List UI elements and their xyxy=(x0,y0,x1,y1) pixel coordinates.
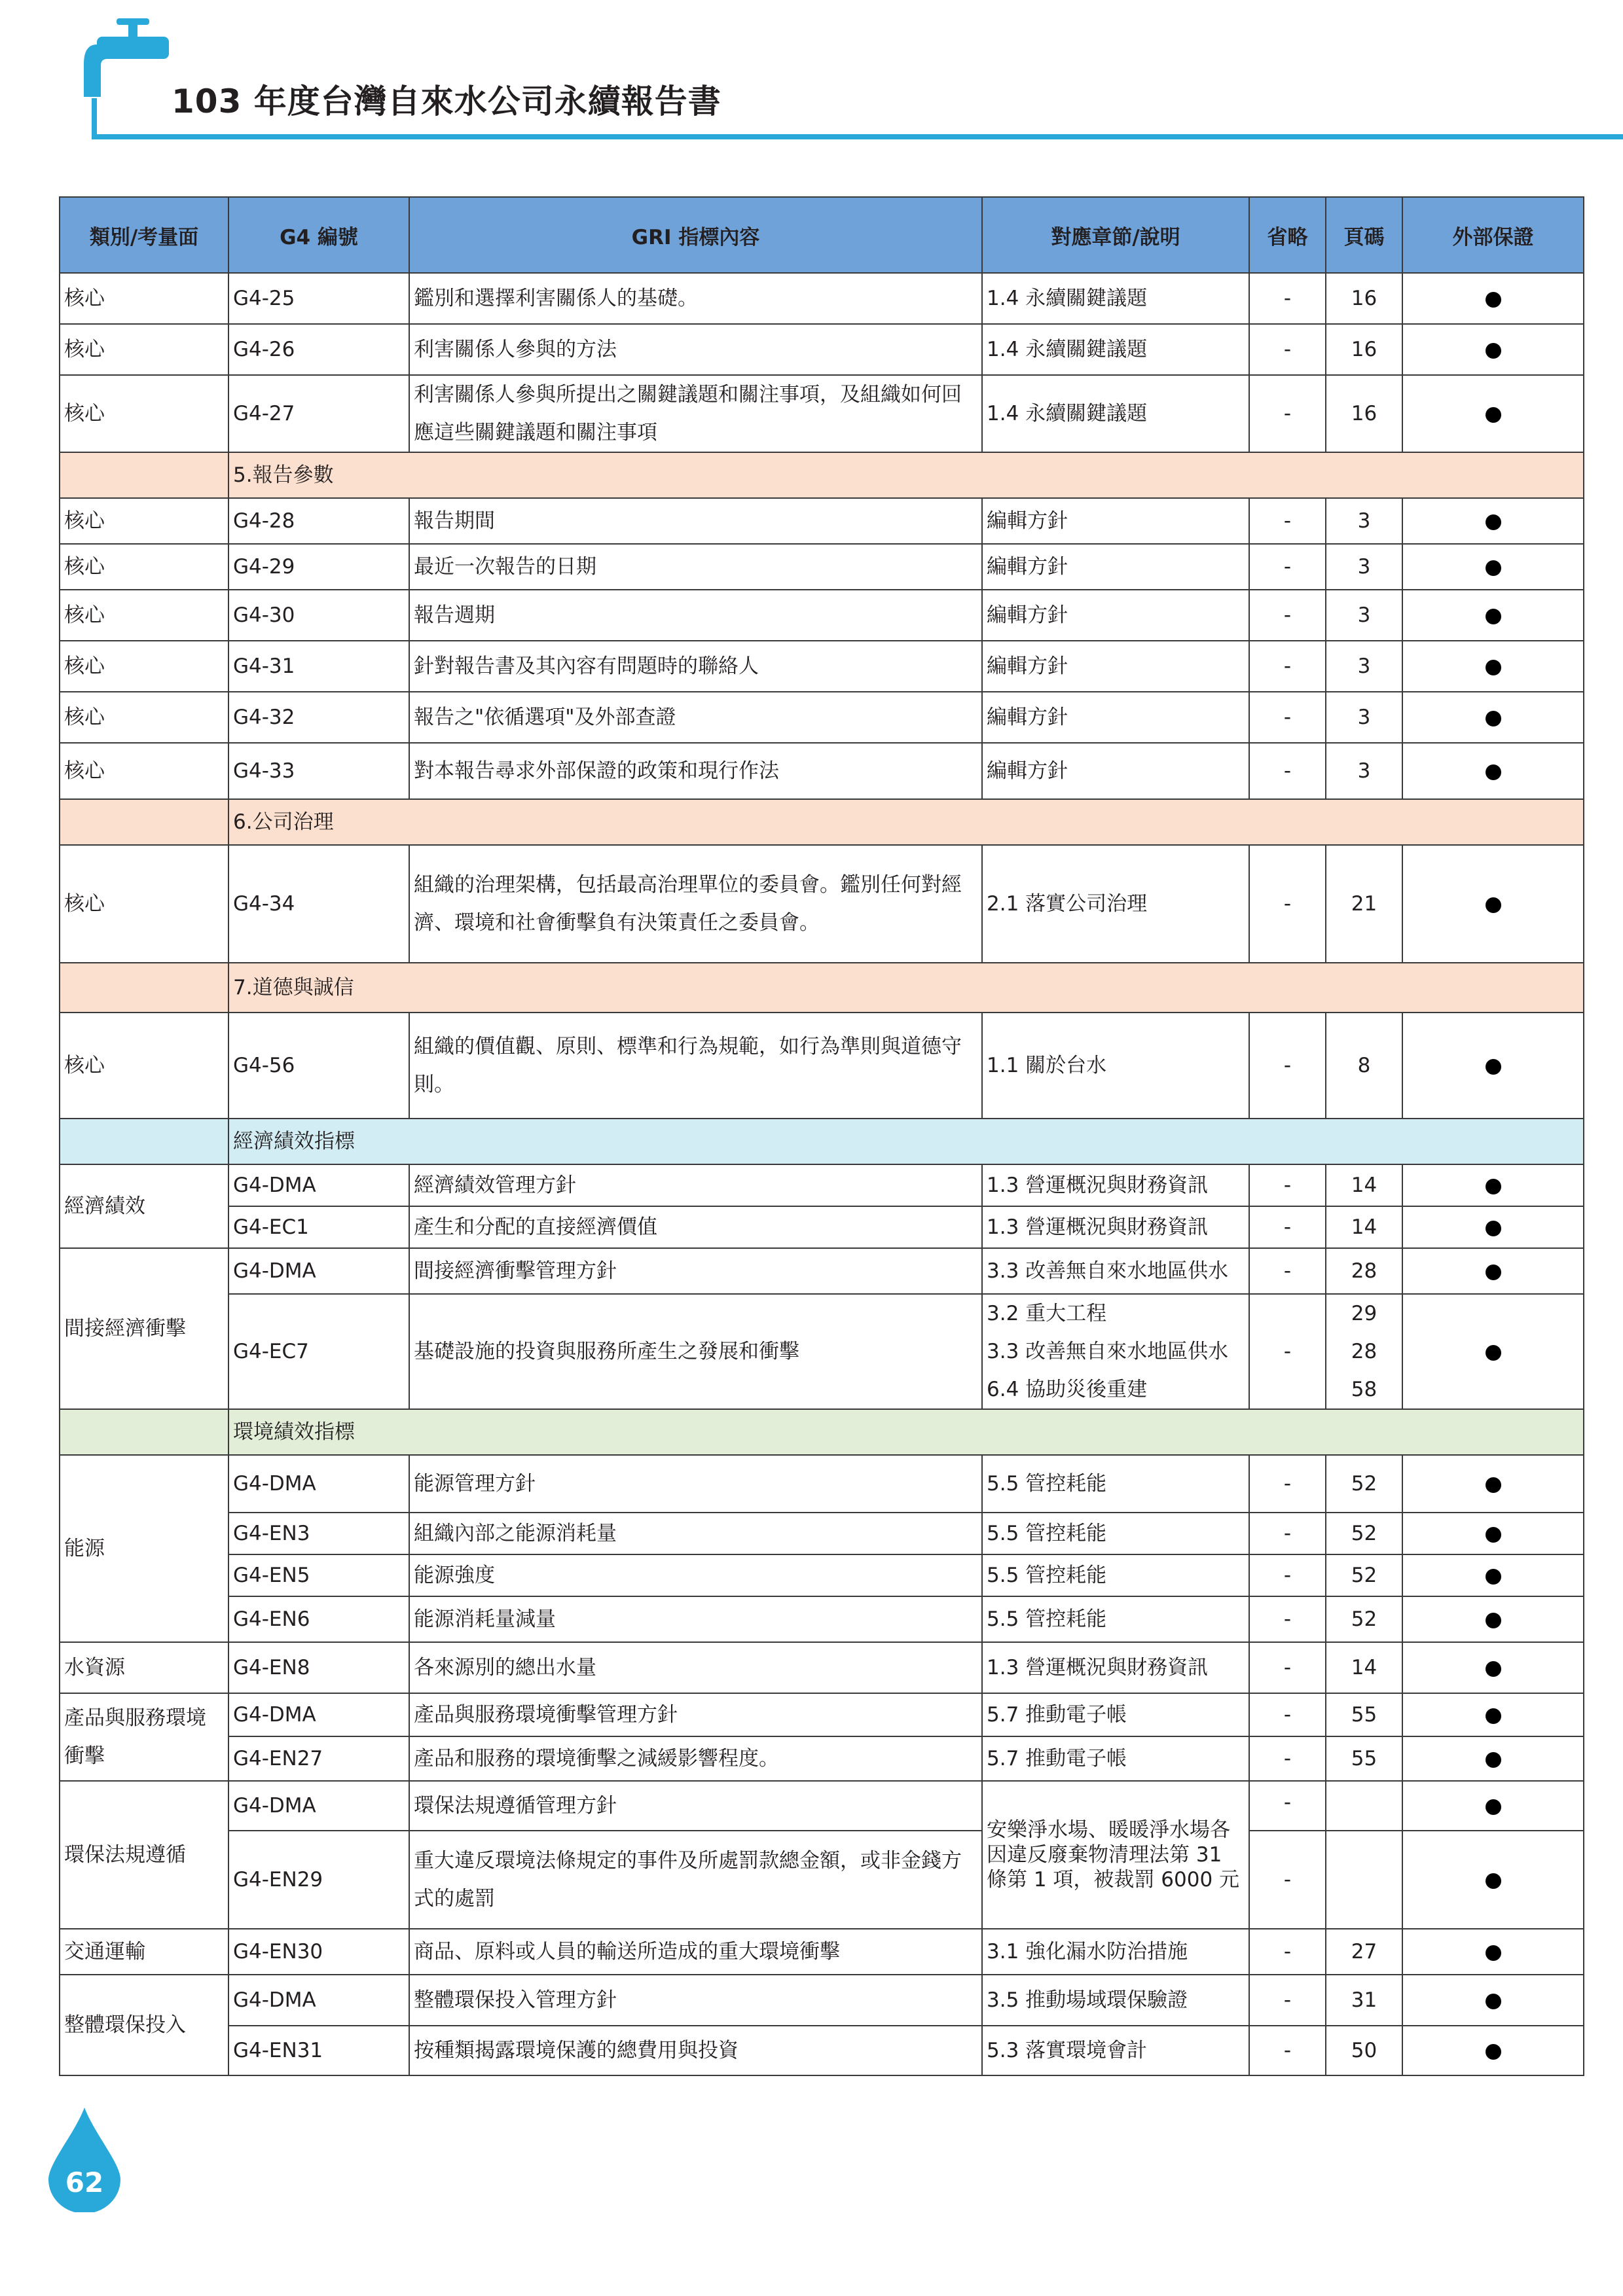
page-cell: 8 xyxy=(1326,1013,1402,1119)
table-row xyxy=(60,1642,1584,1693)
page-cell: 52 xyxy=(1326,1455,1402,1513)
content-cell: 產品和服務的環境衝擊之減緩影響程度。 xyxy=(409,1736,982,1781)
assured-dot-icon xyxy=(1486,292,1501,308)
table-row xyxy=(60,641,1584,692)
omit-cell: - xyxy=(1249,1736,1326,1781)
assurance-cell xyxy=(1402,375,1584,452)
assurance-cell xyxy=(1402,1781,1584,1831)
assurance-cell xyxy=(1402,1206,1584,1248)
assurance-cell xyxy=(1402,590,1584,641)
page-cell: 21 xyxy=(1326,845,1402,963)
code-cell: G4-56 xyxy=(228,1013,409,1119)
code-cell: G4-DMA xyxy=(228,1164,409,1206)
category-cell: 核心 xyxy=(60,324,228,375)
table-row xyxy=(60,590,1584,641)
assurance-cell xyxy=(1402,692,1584,743)
assured-dot-icon xyxy=(1486,343,1501,359)
page-cell: 28 xyxy=(1326,1248,1402,1294)
content-cell: 能源消耗量減量 xyxy=(409,1596,982,1642)
chapter-cell: 1.4 永續關鍵議題 xyxy=(982,324,1249,375)
chapter-cell: 1.3 營運概況與財務資訊 xyxy=(982,1642,1249,1693)
assured-dot-icon xyxy=(1486,1613,1501,1628)
assured-dot-icon xyxy=(1486,1059,1501,1075)
code-cell: G4-34 xyxy=(228,845,409,963)
category-cell: 核心 xyxy=(60,590,228,641)
chapter-cell: 1.3 營運概況與財務資訊 xyxy=(982,1164,1249,1206)
code-cell: G4-EN8 xyxy=(228,1642,409,1693)
assurance-cell xyxy=(1402,1642,1584,1693)
assurance-cell xyxy=(1402,1455,1584,1513)
content-cell: 對本報告尋求外部保證的政策和現行作法 xyxy=(409,743,982,799)
section-label: 環境績效指標 xyxy=(228,1409,1584,1455)
page-cell: 16 xyxy=(1326,324,1402,375)
chapter-cell: 1.1 關於台水 xyxy=(982,1013,1249,1119)
code-cell: G4-EN31 xyxy=(228,2026,409,2075)
page-cell: 52 xyxy=(1326,1596,1402,1642)
assurance-cell xyxy=(1402,1248,1584,1294)
page-cell: 55 xyxy=(1326,1693,1402,1736)
content-cell: 針對報告書及其內容有問題時的聯絡人 xyxy=(409,641,982,692)
code-cell: G4-EN27 xyxy=(228,1736,409,1781)
omit-cell: - xyxy=(1249,1206,1326,1248)
omit-cell: - xyxy=(1249,1596,1326,1642)
content-cell: 最近一次報告的日期 xyxy=(409,544,982,590)
chapter-cell: 3.1 強化漏水防治措施 xyxy=(982,1929,1249,1975)
omit-cell: - xyxy=(1249,641,1326,692)
assurance-cell xyxy=(1402,1929,1584,1975)
code-cell: G4-DMA xyxy=(228,1975,409,2026)
section-blank-cell xyxy=(60,799,228,845)
table-row xyxy=(60,544,1584,590)
chapter-cell: 1.4 永續關鍵議題 xyxy=(982,375,1249,452)
omit-cell: - xyxy=(1249,1455,1326,1513)
section-label: 6.公司治理 xyxy=(228,799,1584,845)
code-cell: G4-DMA xyxy=(228,1693,409,1736)
code-cell: G4-31 xyxy=(228,641,409,692)
content-cell: 能源管理方針 xyxy=(409,1455,982,1513)
content-cell: 報告週期 xyxy=(409,590,982,641)
assured-dot-icon xyxy=(1486,660,1501,675)
table-row xyxy=(60,1513,1584,1554)
assurance-cell xyxy=(1402,1294,1584,1409)
code-cell: G4-32 xyxy=(228,692,409,743)
code-cell: G4-DMA xyxy=(228,1781,409,1831)
content-cell: 能源強度 xyxy=(409,1554,982,1596)
category-cell: 核心 xyxy=(60,273,228,324)
table-row xyxy=(60,1975,1584,2026)
page-line: 28 xyxy=(1351,1340,1377,1363)
omit-cell: - xyxy=(1249,1294,1326,1409)
chapter-cell: 編輯方針 xyxy=(982,590,1249,641)
page-cell: 27 xyxy=(1326,1929,1402,1975)
chapter-cell: 5.5 管控耗能 xyxy=(982,1554,1249,1596)
table-row xyxy=(60,692,1584,743)
code-cell: G4-33 xyxy=(228,743,409,799)
assured-dot-icon xyxy=(1486,1265,1501,1280)
code-cell: G4-30 xyxy=(228,590,409,641)
column-header: 對應章節/說明 xyxy=(982,197,1249,273)
assurance-cell xyxy=(1402,1513,1584,1554)
omit-cell: - xyxy=(1249,1164,1326,1206)
content-cell: 利害關係人參與的方法 xyxy=(409,324,982,375)
chapter-cell: 編輯方針 xyxy=(982,743,1249,799)
page-cell: 14 xyxy=(1326,1642,1402,1693)
section-row xyxy=(60,452,1584,498)
page-cell: 3 xyxy=(1326,692,1402,743)
code-cell: G4-27 xyxy=(228,375,409,452)
omit-cell: - xyxy=(1249,845,1326,963)
assurance-cell xyxy=(1402,324,1584,375)
page-cell: 14 xyxy=(1326,1206,1402,1248)
content-cell: 商品、原料或人員的輸送所造成的重大環境衝擊 xyxy=(409,1929,982,1975)
code-cell: G4-EN30 xyxy=(228,1929,409,1975)
column-header: GRI 指標內容 xyxy=(409,197,982,273)
category-cell: 核心 xyxy=(60,743,228,799)
content-cell: 報告期間 xyxy=(409,498,982,544)
content-cell: 按種類揭露環境保護的總費用與投資 xyxy=(409,2026,982,2075)
section-label: 經濟績效指標 xyxy=(228,1119,1584,1164)
assured-dot-icon xyxy=(1486,1477,1501,1493)
table-row xyxy=(60,1294,1584,1409)
assurance-cell xyxy=(1402,1975,1584,2026)
table-row xyxy=(60,1013,1584,1119)
table-row xyxy=(60,375,1584,452)
category-cell: 間接經濟衝擊 xyxy=(60,1248,228,1409)
page-cell xyxy=(1326,1831,1402,1929)
column-header: 類別/考量面 xyxy=(60,197,228,273)
assured-dot-icon xyxy=(1486,1345,1501,1361)
column-header: G4 編號 xyxy=(228,197,409,273)
code-cell: G4-EC7 xyxy=(228,1294,409,1409)
table-row xyxy=(60,1164,1584,1206)
category-cell: 經濟績效 xyxy=(60,1164,228,1248)
document-title: 103 年度台灣自來水公司永續報告書 xyxy=(172,82,721,120)
code-cell: G4-EN3 xyxy=(228,1513,409,1554)
assured-dot-icon xyxy=(1486,764,1501,780)
chapter-cell: 3.5 推動場域環保驗證 xyxy=(982,1975,1249,2026)
page-cell: 3 xyxy=(1326,743,1402,799)
section-blank-cell xyxy=(60,1409,228,1455)
assurance-cell xyxy=(1402,845,1584,963)
chapter-cell: 2.1 落實公司治理 xyxy=(982,845,1249,963)
assured-dot-icon xyxy=(1486,1569,1501,1585)
table-row xyxy=(60,324,1584,375)
category-cell: 能源 xyxy=(60,1455,228,1642)
category-cell: 環保法規遵循 xyxy=(60,1781,228,1929)
page-cell: 14 xyxy=(1326,1164,1402,1206)
section-blank-cell xyxy=(60,452,228,498)
content-cell: 組織的價值觀、原則、標準和行為規範，如行為準則與道德守則。 xyxy=(409,1013,982,1119)
omit-cell: - xyxy=(1249,590,1326,641)
assured-dot-icon xyxy=(1486,1994,1501,2009)
chapter-cell: 編輯方針 xyxy=(982,498,1249,544)
assured-dot-icon xyxy=(1486,609,1501,624)
chapter-cell: 5.5 管控耗能 xyxy=(982,1596,1249,1642)
omit-cell: - xyxy=(1249,375,1326,452)
chapter-line: 6.4 協助災後重建 xyxy=(987,1378,1148,1401)
omit-cell: - xyxy=(1249,544,1326,590)
assured-dot-icon xyxy=(1486,1873,1501,1889)
assurance-cell xyxy=(1402,498,1584,544)
content-cell: 報告之"依循選項"及外部查證 xyxy=(409,692,982,743)
page-line: 58 xyxy=(1351,1378,1377,1401)
table-row xyxy=(60,1455,1584,1513)
gri-index-table xyxy=(59,196,1584,2076)
table-row xyxy=(60,845,1584,963)
section-blank-cell xyxy=(60,1119,228,1164)
chapter-cell: 5.7 推動電子帳 xyxy=(982,1736,1249,1781)
section-label: 7.道德與誠信 xyxy=(228,963,1584,1013)
assured-dot-icon xyxy=(1486,1752,1501,1768)
content-cell: 經濟績效管理方針 xyxy=(409,1164,982,1206)
content-cell: 間接經濟衝擊管理方針 xyxy=(409,1248,982,1294)
page-cell: 3 xyxy=(1326,590,1402,641)
page-cell: 16 xyxy=(1326,273,1402,324)
code-cell: G4-28 xyxy=(228,498,409,544)
category-cell: 核心 xyxy=(60,544,228,590)
assurance-cell xyxy=(1402,1164,1584,1206)
section-row xyxy=(60,799,1584,845)
content-cell: 組織的治理架構，包括最高治理單位的委員會。鑑別任何對經濟、環境和社會衝擊負有決策責任之委員會。 xyxy=(409,845,982,963)
code-cell: G4-DMA xyxy=(228,1455,409,1513)
assured-dot-icon xyxy=(1486,2044,1501,2060)
code-cell: G4-EC1 xyxy=(228,1206,409,1248)
assured-dot-icon xyxy=(1486,897,1501,913)
omit-cell: - xyxy=(1249,1013,1326,1119)
assurance-cell xyxy=(1402,1736,1584,1781)
chapter-cell: 1.4 永續關鍵議題 xyxy=(982,273,1249,324)
chapter-cell: 5.3 落實環境會計 xyxy=(982,2026,1249,2075)
category-cell: 核心 xyxy=(60,498,228,544)
page-cell: 50 xyxy=(1326,2026,1402,2075)
column-header: 頁碼 xyxy=(1326,197,1402,273)
content-cell: 重大違反環境法條規定的事件及所處罰款總金額，或非金錢方式的處罰 xyxy=(409,1831,982,1929)
assured-dot-icon xyxy=(1486,514,1501,530)
code-cell: G4-EN6 xyxy=(228,1596,409,1642)
chapter-cell: 1.3 營運概況與財務資訊 xyxy=(982,1206,1249,1248)
page-cell: 31 xyxy=(1326,1975,1402,2026)
table-row xyxy=(60,273,1584,324)
code-cell: G4-DMA xyxy=(228,1248,409,1294)
column-header: 省略 xyxy=(1249,197,1326,273)
page-cell: 52 xyxy=(1326,1513,1402,1554)
omit-cell: - xyxy=(1249,273,1326,324)
omit-cell: - xyxy=(1249,324,1326,375)
chapter-cell: 5.7 推動電子帳 xyxy=(982,1693,1249,1736)
page-cell: 3 xyxy=(1326,498,1402,544)
section-row xyxy=(60,1119,1584,1164)
assured-dot-icon xyxy=(1486,711,1501,726)
chapter-line: 3.2 重大工程 xyxy=(987,1302,1107,1325)
section-row xyxy=(60,963,1584,1013)
assured-dot-icon xyxy=(1486,1945,1501,1961)
assured-dot-icon xyxy=(1486,1661,1501,1677)
category-cell: 整體環保投入 xyxy=(60,1975,228,2075)
omit-cell: - xyxy=(1249,743,1326,799)
assured-dot-icon xyxy=(1486,1179,1501,1194)
page-cell: 52 xyxy=(1326,1554,1402,1596)
category-cell: 水資源 xyxy=(60,1642,228,1693)
table-row xyxy=(60,498,1584,544)
assurance-cell xyxy=(1402,1831,1584,1929)
assured-dot-icon xyxy=(1486,407,1501,423)
omit-cell: - xyxy=(1249,1554,1326,1596)
chapter-cell: 安樂淨水場、暖暖淨水場各因違反廢棄物清理法第 31 條第 1 項，被裁罰 6000 元 xyxy=(982,1781,1249,1929)
code-cell: G4-EN5 xyxy=(228,1554,409,1596)
table-row xyxy=(60,1736,1584,1781)
category-cell: 交通運輸 xyxy=(60,1929,228,1975)
assured-dot-icon xyxy=(1486,1527,1501,1543)
chapter-cell: 編輯方針 xyxy=(982,544,1249,590)
omit-cell: - xyxy=(1249,1642,1326,1693)
code-cell: G4-EN29 xyxy=(228,1831,409,1929)
page-cell: 3 xyxy=(1326,544,1402,590)
chapter-cell xyxy=(982,1294,1249,1409)
table-row xyxy=(60,1248,1584,1294)
chapter-cell: 3.3 改善無自來水地區供水 xyxy=(982,1248,1249,1294)
assured-dot-icon xyxy=(1486,1799,1501,1815)
table-row xyxy=(60,1781,1584,1831)
omit-cell: - xyxy=(1249,498,1326,544)
page-cell xyxy=(1326,1294,1402,1409)
page-line: 29 xyxy=(1351,1302,1377,1325)
assurance-cell xyxy=(1402,1554,1584,1596)
assurance-cell xyxy=(1402,544,1584,590)
table-header-row xyxy=(60,197,1584,273)
omit-cell: - xyxy=(1249,692,1326,743)
category-cell: 產品與服務環境衝擊 xyxy=(60,1693,228,1781)
page-cell: 55 xyxy=(1326,1736,1402,1781)
content-cell: 產生和分配的直接經濟價值 xyxy=(409,1206,982,1248)
table-row xyxy=(60,2026,1584,2075)
page-number: 62 xyxy=(65,2166,104,2198)
header-accent-line xyxy=(92,134,1623,139)
omit-cell: - xyxy=(1249,1781,1326,1831)
content-cell: 環保法規遵循管理方針 xyxy=(409,1781,982,1831)
content-cell: 產品與服務環境衝擊管理方針 xyxy=(409,1693,982,1736)
table-row xyxy=(60,1929,1584,1975)
assured-dot-icon xyxy=(1486,1708,1501,1724)
chapter-line: 3.3 改善無自來水地區供水 xyxy=(987,1340,1229,1363)
content-cell: 鑑別和選擇利害關係人的基礎。 xyxy=(409,273,982,324)
column-header: 外部保證 xyxy=(1402,197,1584,273)
table-row xyxy=(60,1693,1584,1736)
omit-cell: - xyxy=(1249,1929,1326,1975)
code-cell: G4-25 xyxy=(228,273,409,324)
category-cell: 核心 xyxy=(60,692,228,743)
assurance-cell xyxy=(1402,1596,1584,1642)
chapter-cell: 5.5 管控耗能 xyxy=(982,1455,1249,1513)
page-cell xyxy=(1326,1781,1402,1831)
category-cell: 核心 xyxy=(60,1013,228,1119)
assured-dot-icon xyxy=(1486,1221,1501,1236)
table-row xyxy=(60,1831,1584,1929)
chapter-cell: 編輯方針 xyxy=(982,641,1249,692)
content-cell: 組織內部之能源消耗量 xyxy=(409,1513,982,1554)
category-cell: 核心 xyxy=(60,845,228,963)
page-cell: 3 xyxy=(1326,641,1402,692)
table-row xyxy=(60,1206,1584,1248)
chapter-cell: 5.5 管控耗能 xyxy=(982,1513,1249,1554)
category-cell: 核心 xyxy=(60,641,228,692)
omit-cell: - xyxy=(1249,1831,1326,1929)
table-row xyxy=(60,1596,1584,1642)
assurance-cell xyxy=(1402,2026,1584,2075)
chapter-cell: 編輯方針 xyxy=(982,692,1249,743)
table-row xyxy=(60,743,1584,799)
assurance-cell xyxy=(1402,641,1584,692)
omit-cell: - xyxy=(1249,1248,1326,1294)
code-cell: G4-26 xyxy=(228,324,409,375)
section-row xyxy=(60,1409,1584,1455)
page-cell: 16 xyxy=(1326,375,1402,452)
assured-dot-icon xyxy=(1486,560,1501,576)
table-row xyxy=(60,1554,1584,1596)
assurance-cell xyxy=(1402,273,1584,324)
omit-cell: - xyxy=(1249,1975,1326,2026)
content-cell: 利害關係人參與所提出之關鍵議題和關注事項，及組織如何回應這些關鍵議題和關注事項 xyxy=(409,375,982,452)
omit-cell: - xyxy=(1249,1513,1326,1554)
omit-cell: - xyxy=(1249,2026,1326,2075)
section-label: 5.報告參數 xyxy=(228,452,1584,498)
code-cell: G4-29 xyxy=(228,544,409,590)
content-cell: 基礎設施的投資與服務所產生之發展和衝擊 xyxy=(409,1294,982,1409)
assurance-cell xyxy=(1402,743,1584,799)
section-blank-cell xyxy=(60,963,228,1013)
content-cell: 整體環保投入管理方針 xyxy=(409,1975,982,2026)
assurance-cell xyxy=(1402,1013,1584,1119)
category-cell: 核心 xyxy=(60,375,228,452)
assurance-cell xyxy=(1402,1693,1584,1736)
omit-cell: - xyxy=(1249,1693,1326,1736)
content-cell: 各來源別的總出水量 xyxy=(409,1642,982,1693)
header-accent-vline xyxy=(92,98,97,139)
